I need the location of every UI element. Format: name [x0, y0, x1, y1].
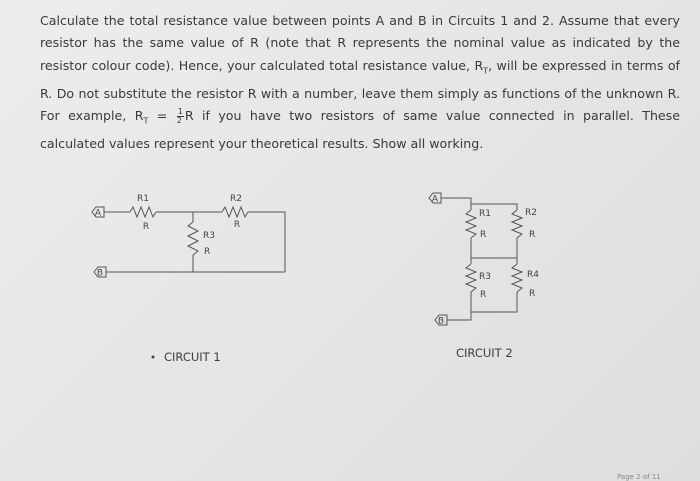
c2-r2-name: R2	[525, 208, 537, 218]
c1-resistor-r3	[188, 222, 198, 255]
c2-wire-bottom	[471, 292, 517, 312]
c2-r1-value: R	[480, 230, 487, 240]
c2-r4-value: R	[529, 289, 536, 299]
c2-resistor-r2	[512, 210, 522, 238]
question-line-1: Calculate the total resistance value between points A and B in Circuits 1 and 2. Assume that every	[40, 13, 680, 28]
circuit-2-caption: CIRCUIT 2	[456, 346, 513, 360]
c2-r1-name: R1	[479, 209, 491, 219]
c1-r3-value: R	[204, 247, 211, 257]
c1-node-a-label: A	[94, 208, 102, 219]
question-line-3-end: , will be expressed in terms of	[488, 57, 680, 73]
c1-r2-value: R	[233, 220, 241, 230]
equals-sign: =	[148, 108, 176, 124]
c2-r4-name: R4	[527, 270, 539, 280]
subscript-t-example: T	[143, 116, 149, 126]
c1-wire-top-right	[248, 212, 285, 272]
fraction-numerator: 1	[177, 107, 183, 117]
c1-r3-name: R3	[203, 231, 215, 241]
bullet-dot	[152, 356, 155, 359]
question-line-4: R. Do not substitute the resistor R with a number, leave them simply as functions of the unknown R.	[40, 85, 680, 101]
c1-resistor-r2	[222, 207, 248, 217]
c1-r2-name: R2	[230, 194, 242, 204]
c2-resistor-r3	[466, 264, 476, 292]
c2-resistor-r4	[512, 264, 522, 292]
c2-r3-name: R3	[479, 272, 491, 282]
circuit-1-caption: CIRCUIT 1	[164, 350, 221, 364]
subscript-t: T	[483, 66, 489, 76]
c2-r2-value: R	[529, 230, 536, 240]
c2-wire-mid	[471, 238, 517, 258]
c2-node-a-label: A	[431, 194, 439, 205]
page-number: Page 2 of 11	[617, 473, 661, 481]
c2-r3-value: R	[480, 290, 487, 300]
question-line-6: calculated values represent your theoretical results. Show all working.	[40, 136, 484, 152]
example-end: R if you have two resistors of same value connected in parallel. These	[184, 108, 680, 124]
c1-r1-name: R1	[137, 194, 149, 204]
example-start: For example, R	[40, 108, 144, 124]
c1-node-b-label: B	[96, 268, 104, 279]
c2-wire-b	[447, 312, 471, 320]
fraction-denominator: 2	[176, 116, 182, 126]
c2-resistor-r1	[466, 210, 476, 238]
c2-node-b-label: B	[437, 316, 445, 327]
question-line-3-text: resistor colour code). Hence, your calculated total resistance value, R	[40, 57, 484, 73]
question-line-2: resistor has the same value of R (note that R represents the nominal value as indicated by the	[40, 35, 680, 51]
c1-resistor-r1	[130, 207, 156, 217]
c1-r1-value: R	[142, 222, 150, 232]
